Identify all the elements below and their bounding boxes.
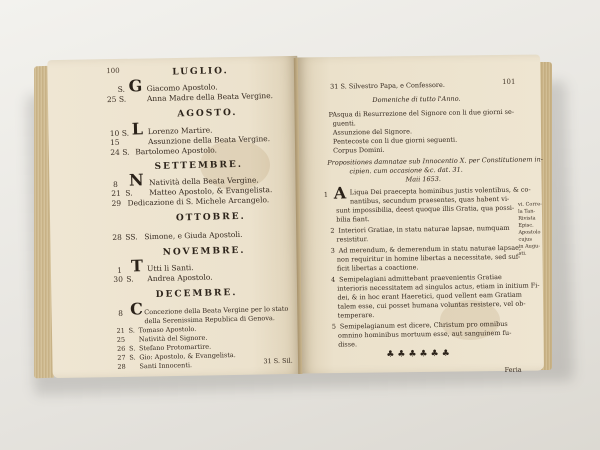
saint-prefix: S.: [122, 147, 130, 157]
day-number: 8: [118, 308, 124, 318]
saint-prefix: S.: [128, 326, 136, 335]
saint-prefix: SS.: [125, 232, 138, 242]
catchword: 31 S. Sil.: [263, 356, 293, 366]
saint-prefix: S.: [129, 353, 136, 362]
calendar-entry: Santi Innocenti.: [139, 361, 193, 371]
calendar-entry: Andrea Apostolo.: [147, 272, 213, 284]
month-heading: OTTOBRE.: [175, 211, 246, 224]
calendar-entry: Concezione della Beata Vergine per lo stato: [144, 304, 289, 317]
calendar-entry: Gio: Apostolo, & Evangelista.: [139, 351, 236, 362]
proposition-line: resistitur.: [336, 235, 369, 244]
calendar-entry: Anna Madre della Beata Vergine.: [146, 91, 274, 104]
day-number: 21: [116, 326, 125, 335]
calendar-entry: Assunzione della Beata Vergine.: [147, 134, 271, 147]
drop-initial: A: [333, 183, 347, 203]
drop-initial: C: [129, 299, 144, 319]
margin-note: vi. Corre-: [517, 201, 542, 208]
calendar-entry: Natività del Signore.: [138, 333, 208, 344]
saint-prefix: S.: [125, 188, 133, 198]
margin-note: Episc.: [518, 222, 534, 229]
day-number: 28: [117, 362, 126, 371]
drop-initial: T: [130, 256, 144, 276]
proposition-line: sunt impossibilia, deest quoque illis Gratia, qua possi-: [335, 203, 515, 215]
day-number: 21: [111, 188, 121, 199]
feast-line: Pentecoste con li due giorni seguenti.: [332, 135, 458, 146]
calendar-entry: Tomaso Apostolo.: [138, 324, 197, 335]
calendar-entry: Utti li Santi.: [146, 263, 194, 274]
feast-line: Corpus Domini.: [333, 145, 385, 155]
margin-note: la Tan-: [518, 208, 536, 215]
day-number: 27: [117, 353, 126, 362]
proposition-line: nantibus, secundum praesentes, quas habent vi-: [349, 194, 510, 206]
proposition-line: Semipelagiani admittebant praevenientis Gratiae: [339, 273, 502, 284]
calendar-entry: Giacomo Apostolo.: [146, 82, 218, 94]
day-number: 15: [109, 137, 120, 148]
proposition-line: talem esse, cui posset humana voluntas resistere, vel ob-: [337, 299, 526, 311]
day-number: 29: [111, 198, 122, 209]
proposition-line: omnino hominibus mortuum esse, aut sanguinem fu-: [337, 328, 512, 340]
day-number: 25: [106, 94, 117, 105]
month-heading: SETTEMBRE.: [154, 159, 244, 172]
drop-initial: G: [128, 76, 143, 96]
month-heading: AGOSTO.: [177, 107, 238, 120]
propositions-title: Maii 1653.: [405, 174, 442, 184]
month-heading: DECEMBRE.: [155, 287, 238, 300]
proposition-line: Liqua Dei praecepta hominibus justis volentibus, & co-: [349, 185, 531, 197]
proposition-number: 4: [331, 275, 336, 284]
day-number: 28: [112, 232, 122, 242]
day-number: 10: [109, 128, 120, 139]
proposition-number: 1: [323, 190, 329, 199]
day-number: 24: [110, 147, 120, 158]
propositions-title: Propositiones damnatae sub Innocentio X. per Constitutionem in-: [327, 155, 544, 167]
saint-prefix: S.: [128, 344, 136, 353]
proposition-line: non requiritur in homine libertas a necessitate, sed suf-: [336, 252, 521, 264]
printer-ornament: ♣♣♣♣♣♣: [386, 348, 453, 360]
calendar-entry: Natività della Beata Vergine.: [148, 175, 259, 188]
day-number: 25: [116, 335, 126, 344]
calendar-entry: Bartolomeo Apostolo.: [135, 145, 218, 157]
proposition-line: temperare.: [337, 311, 375, 320]
proposition-number: 2: [330, 226, 335, 235]
section-heading: Domeniche di tutto l'Anno.: [372, 94, 461, 105]
drop-initial: L: [131, 119, 144, 139]
month-heading: LUGLIO.: [172, 66, 229, 78]
proposition-line: Interiori Gratiae, in statu naturae lapsae, numquam: [338, 223, 510, 235]
calendar-entry: Simone, e Giuda Apostoli.: [144, 229, 243, 242]
proposition-line: Ad merendum, & demerendum in statu naturae lapsae,: [338, 243, 522, 255]
feast-line: guenti.: [332, 119, 356, 128]
saint-prefix: S.: [117, 84, 126, 94]
day-number: 26: [116, 344, 126, 353]
drop-initial: N: [128, 170, 144, 190]
proposition-line: disse.: [338, 340, 358, 349]
margin-note: sti.: [518, 250, 527, 257]
proposition-number: 5: [331, 322, 337, 331]
calendar-entry: Matteo Apostolo, & Evangelista.: [149, 185, 273, 198]
calendar-entry: Lorenzo Martire.: [147, 125, 213, 137]
calendar-entry: della Serenissima Republica di Genova.: [144, 314, 275, 326]
month-heading: NOVEMBRE.: [162, 245, 246, 258]
calendar-entry: Dedicazione di S. Michele Arcangelo.: [127, 195, 270, 208]
page-number: 101: [501, 77, 516, 86]
calendar-entry: Stefano Protomartire.: [138, 342, 212, 353]
proposition-line: dei, & in hoc erant Haeretici, quod vellent eam Gratiam: [337, 290, 522, 302]
propositions-title: cipien. cum occasione &c. dat. 31.: [349, 165, 463, 176]
feast-line: PAsqua di Resurrezione del Signore con li due giorni se-: [328, 107, 515, 119]
proposition-line: ficit libertas a coactione.: [336, 263, 419, 273]
proposition-line: interioris necessitatem ad singulos actus, etiam in initium Fi-: [337, 281, 540, 293]
day-number: 1: [117, 265, 123, 275]
page-number: 100: [106, 66, 120, 76]
margin-note: Rivista: [518, 215, 536, 222]
proposition-number: 3: [330, 246, 335, 255]
margin-note: in Augu-: [518, 243, 541, 250]
proposition-line: Semipelagianum est dicere, Christum pro omnibus: [339, 319, 508, 331]
margin-note: cujus: [518, 236, 532, 243]
saint-prefix: S.: [121, 128, 130, 138]
day-number: 8: [112, 179, 118, 189]
day-number: 30: [113, 274, 124, 284]
catchword: Feria: [504, 365, 522, 374]
saint-prefix: S.: [118, 94, 127, 104]
top-line: 31 S. Silvestro Papa, e Confessore.: [330, 80, 445, 91]
margin-note: Apostolo: [518, 229, 541, 236]
saint-prefix: S.: [126, 274, 134, 284]
proposition-line: bilia fiant.: [336, 215, 370, 224]
feast-line: Assunzione del Signore.: [332, 127, 413, 137]
